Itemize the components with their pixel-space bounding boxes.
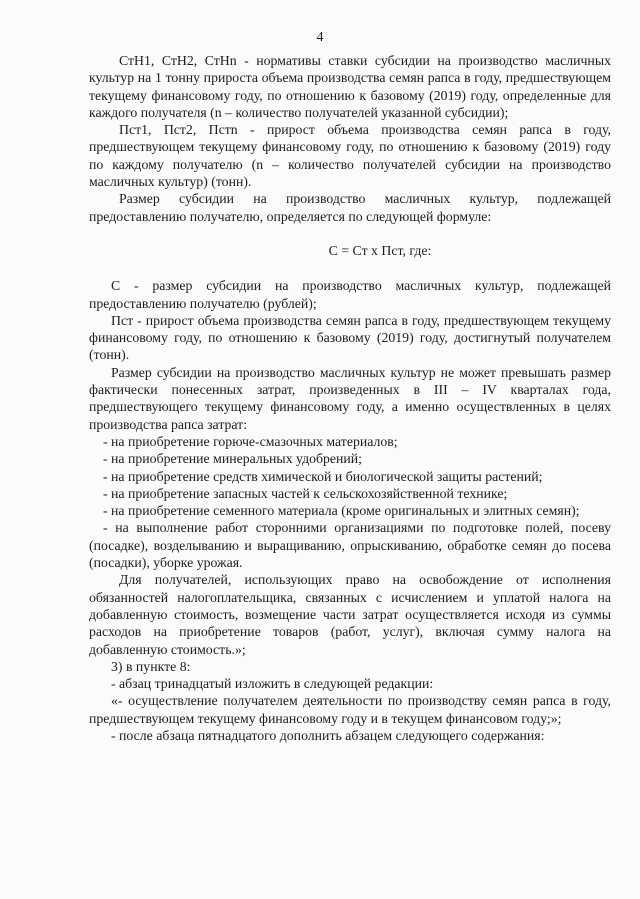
page-number: 4 xyxy=(316,30,324,45)
paragraph-new-wording: «- осуществление получателем деятельности по производству семян рапса в году, предшествующем текущему финансовому году и в текущем финансовом году;»; xyxy=(89,693,611,726)
paragraph-pst-definition: Пст - прирост объема производства семян рапса в году, предшествующем текущему финансовому году, по отношению к базовому (2019) году, достигнутый получателем (тонн). xyxy=(89,312,611,363)
paragraph-item-3: 3) в пункте 8: xyxy=(111,658,191,674)
list-item: - на выполнение работ сторонними организациями по подготовке полей, посеву (посадке), возделыванию и выращиванию, опрыскиванию, обработке семян до посева (посадки), уборке урожая. xyxy=(89,520,611,571)
paragraph-vat: Для получателей, использующих право на освобождение от исполнения обязанностей налогоплательщика, связанных с исчислением и уплатой налога на добавленную стоимость, возмещение части затрат осуществляется исходя из суммы расходов на приобретение товаров (работ, услуг), включая сумму налога на добавленную стоимость.»; xyxy=(89,572,611,657)
paragraph-growth-definition: Пст1, Пст2, Пстn - прирост объема производства семян рапса в году, предшествующем текущему финансовому году, по отношению к базовому (2019) году по каждому получателю (n – количество получателей субсидии на производство масличных культур) (тонн). xyxy=(89,122,611,190)
formula: С = Ст х Пст, где: xyxy=(328,242,432,258)
paragraph-norms-definition: СтН1, СтН2, СтНn - нормативы ставки субсидии на производство масличных культур на 1 тонну прироста объема производства семян рапса в году, предшествующем текущему финансовому году, по отношению к базовому (2019) году, определенные для каждого получателя (n – количество получателей указанной субсидии); xyxy=(89,53,611,120)
list-item: - на приобретение семенного материала (кроме оригинальных и элитных семян); xyxy=(103,503,580,519)
list-item: - на приобретение запасных частей к сельскохозяйственной технике; xyxy=(103,485,508,501)
paragraph-abzac-13: - абзац тринадцатый изложить в следующей редакции: xyxy=(111,676,434,692)
list-item: - на приобретение минеральных удобрений; xyxy=(103,451,363,467)
expense-list xyxy=(89,433,611,571)
document-body xyxy=(89,52,611,744)
paragraph-c-definition: С - размер субсидии на производство масличных культур, подлежащей предоставлению получателю (рублей); xyxy=(89,278,611,311)
paragraph-limit: Размер субсидии на производство масличных культур не может превышать размер фактически понесенных затрат, произведенных в III – IV кварталах года, предшествующего текущему финансовому году, а именно осуществленных в целях производства рапса затрат: xyxy=(89,364,611,432)
paragraph-abzac-15: - после абзаца пятнадцатого дополнить абзацем следующего содержания: xyxy=(111,727,545,743)
paragraph-formula-intro: Размер субсидии на производство масличных культур, подлежащей предоставлению получателю, определяется по следующей формуле: xyxy=(89,191,611,224)
list-item: - на приобретение горюче-смазочных материалов; xyxy=(103,433,398,449)
list-item: - на приобретение средств химической и биологической защиты растений; xyxy=(103,468,543,484)
